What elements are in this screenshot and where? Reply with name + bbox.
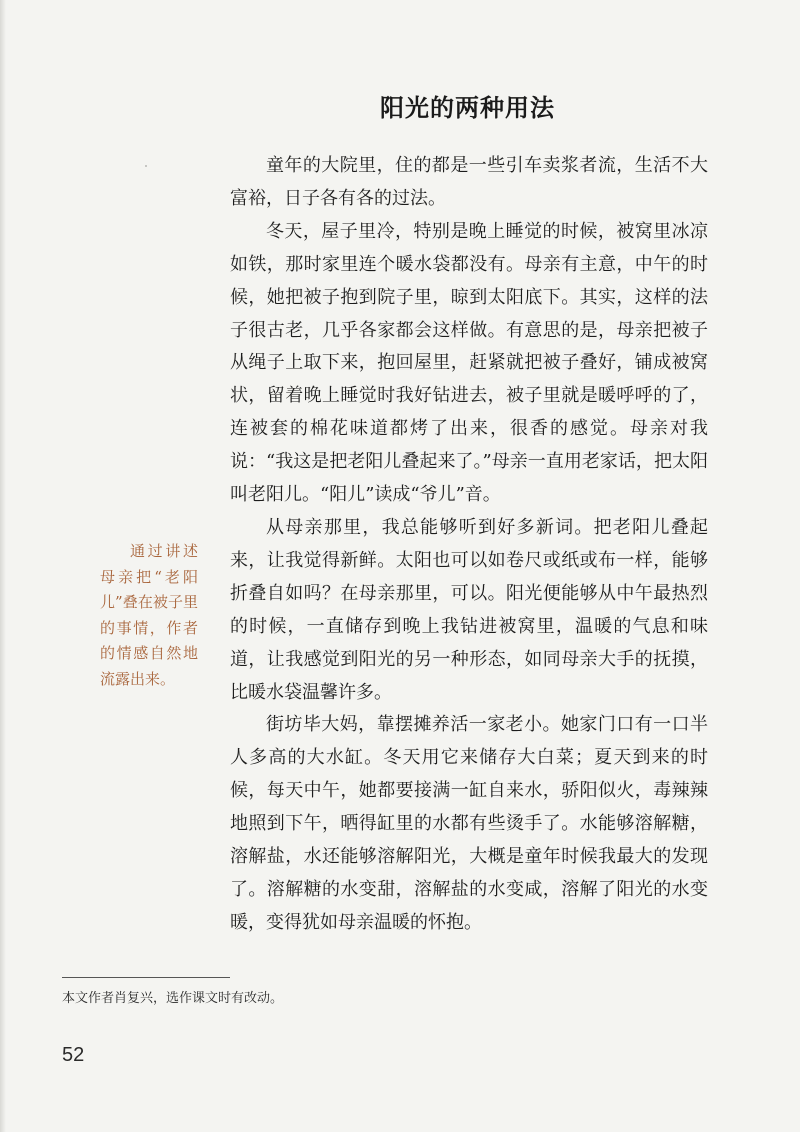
page-number: 52	[62, 1044, 85, 1066]
paragraph: 童年的大院里，住的都是一些引车卖浆者流，生活不大富裕，日子各有各的过法。	[230, 155, 708, 209]
page-title: 阳光的两种用法	[380, 93, 555, 122]
footnote: 本文作者肖复兴，选作课文时有改动。	[62, 991, 284, 1006]
page-edge	[0, 0, 6, 1132]
margin-annotation	[100, 539, 198, 692]
footnote-divider	[62, 977, 230, 978]
paragraph: 冬天，屋子里冷，特别是晚上睡觉的时候，被窝里冰凉如铁，那时家里连个暖水袋都没有。母亲有主意，中午的时候，她把被子抱到院子里，晾到太阳底下。其实，这样的法子很古老，几乎各家都会这样做。有意思的是，母亲把被子从绳子上取下来，抱回屋里，赶紧就把被子叠好，铺成被窝状，留着晚上睡觉时我好钻进去，被子里就是暖呼呼的了，连被套的棉花味道都烤了出来，很香的感觉。母亲对我说：“我这是把老阳儿叠起来了。”母亲一直用老家话，把太阳叫老阳儿。“阳儿”读成“爷儿”音。	[230, 220, 708, 506]
paragraph: 从母亲那里，我总能够听到好多新词。把老阳儿叠起来，让我觉得新鲜。太阳也可以如卷尺或纸或布一样，能够折叠自如吗？在母亲那里，可以。阳光便能够从中午最热烈的时候，一直储存到晚上我钻进被窝里，温暖的气息和味道，让我感觉到阳光的另一种形态，如同母亲大手的抚摸，比暖水袋温馨许多。	[230, 516, 708, 703]
scan-speck	[145, 165, 147, 167]
article-body	[230, 150, 708, 940]
paragraph: 街坊毕大妈，靠摆摊养活一家老小。她家门口有一口半人多高的大水缸。冬天用它来储存大白菜；夏天到来的时候，每天中午，她都要接满一缸自来水，骄阳似火，毒辣辣地照到下午，晒得缸里的水都有些烫手了。水能够溶解糖，溶解盐，水还能够溶解阳光，大概是童年时候我最大的发现了。溶解糖的水变甜，溶解盐的水变咸，溶解了阳光的水变暖，变得犹如母亲温暖的怀抱。	[230, 714, 708, 933]
annotation-text: 通过讲述母亲把“老阳儿”叠在被子里的事情，作者的情感自然地流露出来。	[100, 542, 198, 688]
